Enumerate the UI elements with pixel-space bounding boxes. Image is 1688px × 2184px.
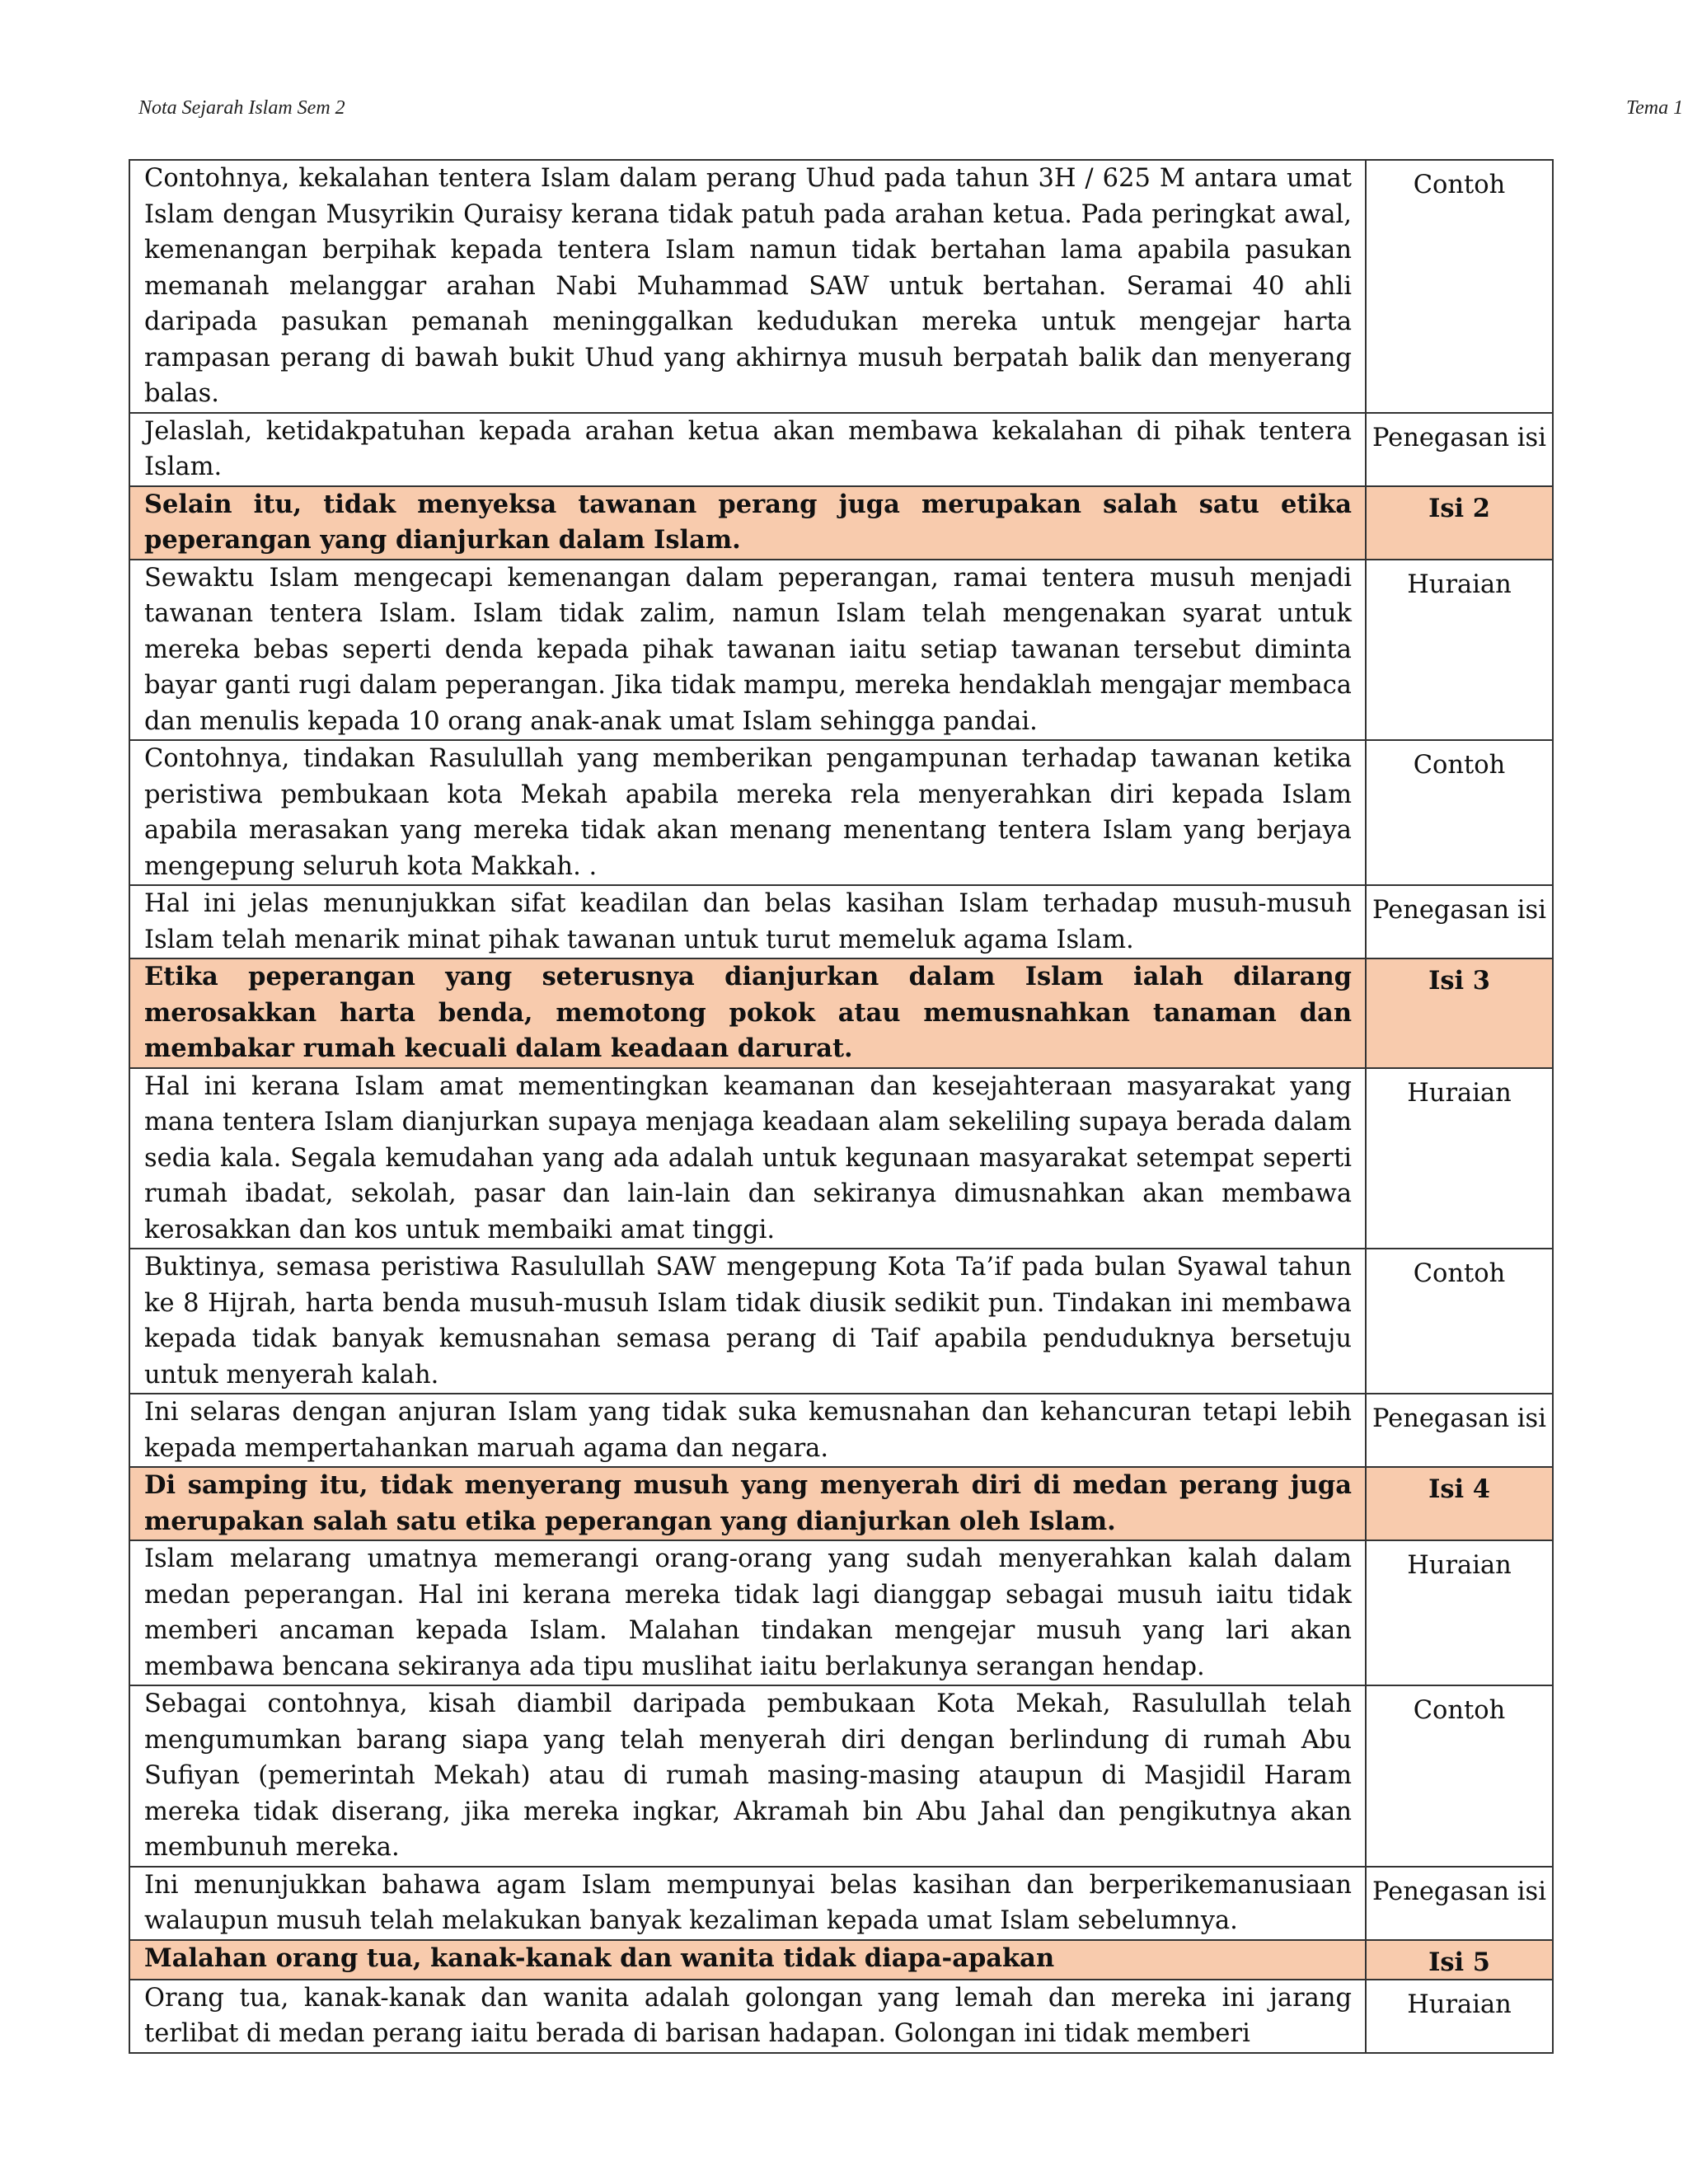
table-row-isi bbox=[129, 486, 1553, 560]
row-text: Malahan orang tua, kanak-kanak dan wanita tidak diapa-apakan bbox=[129, 1940, 1366, 1980]
row-text: Contohnya, tindakan Rasulullah yang memberikan pengampunan terhadap tawanan ketika peristiwa pembukaan kota Mekah apabila mereka rela menyerahkan diri kepada Islam apabila merasakan yang mereka tidak akan menang menentang tentera Islam yang berjaya mengepung seluruh kota Makkah. . bbox=[129, 740, 1366, 885]
row-text: Di samping itu, tidak menyerang musuh yang menyerah diri di medan perang juga merupakan salah satu etika peperangan yang dianjurkan oleh Islam. bbox=[129, 1467, 1366, 1540]
row-label: Penegasan isi bbox=[1366, 1867, 1553, 1940]
table-row bbox=[129, 160, 1553, 413]
row-text: Sebagai contohnya, kisah diambil daripada pembukaan Kota Mekah, Rasulullah telah mengumumkan barang siapa yang telah menyerah diri dengan berlindung di rumah Abu Sufiyan (pemerintah Mekah) atau di rumah masing-masing ataupun di Masjidil Haram mereka tidak diserang, jika mereka ingkar, Akramah bin Abu Jahal dan pengikutnya akan membunuh mereka. bbox=[129, 1685, 1366, 1867]
row-label: Huraian bbox=[1366, 1068, 1553, 1249]
row-text: Contohnya, kekalahan tentera Islam dalam perang Uhud pada tahun 3H / 625 M antara umat Islam dengan Musyrikin Quraisy kerana tidak patuh pada arahan ketua. Pada peringkat awal, kemenangan berpihak kepada tentera Islam namun tidak bertahan lama apabila pasukan memanah melanggar arahan Nabi Muhammad SAW untuk bertahan. Seramai 40 ahli daripada pasukan pemanah meninggalkan kedudukan mereka untuk mengejar harta rampasan perang di bawah bukit Uhud yang akhirnya musuh berpatah balik dan menyerang balas. bbox=[129, 160, 1366, 413]
header-theme: Tema 1 bbox=[1626, 97, 1684, 119]
row-text: Buktinya, semasa peristiwa Rasulullah SAW mengepung Kota Ta’if pada bulan Syawal tahun ke 8 Hijrah, harta benda musuh-musuh Islam tidak diusik sedikit pun. Tindakan ini membawa kepada tidak banyak kemusnahan semasa perang di Taif apabila penduduknya bersetuju untuk menyerah kalah. bbox=[129, 1249, 1366, 1394]
table-row bbox=[129, 885, 1553, 958]
row-text: Jelaslah, ketidakpatuhan kepada arahan ketua akan membawa kekalahan di pihak tentera Islam. bbox=[129, 413, 1366, 486]
table-row-isi bbox=[129, 1940, 1553, 1980]
table-row bbox=[129, 1249, 1553, 1394]
table-row-isi bbox=[129, 958, 1553, 1068]
row-label: Isi 4 bbox=[1366, 1467, 1553, 1540]
table-row-isi bbox=[129, 1467, 1553, 1540]
notes-table bbox=[129, 159, 1554, 2054]
table-row bbox=[129, 1068, 1553, 1249]
page-header bbox=[138, 97, 1688, 130]
table-row bbox=[129, 413, 1553, 486]
row-text: Ini menunjukkan bahawa agam Islam mempunyai belas kasihan dan berperikemanusiaan walaupun musuh telah melakukan banyak kezaliman kepada umat Islam sebelumnya. bbox=[129, 1867, 1366, 1940]
row-label: Contoh bbox=[1366, 160, 1553, 413]
table-row bbox=[129, 1540, 1553, 1685]
row-label: Contoh bbox=[1366, 1685, 1553, 1867]
row-label: Penegasan isi bbox=[1366, 885, 1553, 958]
row-label: Isi 2 bbox=[1366, 486, 1553, 560]
row-text: Hal ini kerana Islam amat mementingkan keamanan dan kesejahteraan masyarakat yang mana tentera Islam dianjurkan supaya menjaga keadaan alam sekeliling supaya berada dalam sedia kala. Segala kemudahan yang ada adalah untuk kegunaan masyarakat setempat seperti rumah ibadat, sekolah, pasar dan lain-lain dan sekiranya dimusnahkan akan membawa kerosakkan dan kos untuk membaiki amat tinggi. bbox=[129, 1068, 1366, 1249]
table-row bbox=[129, 560, 1553, 741]
row-text: Orang tua, kanak-kanak dan wanita adalah golongan yang lemah dan mereka ini jarang terlibat di medan perang iaitu berada di barisan hadapan. Golongan ini tidak memberi bbox=[129, 1980, 1366, 2053]
row-text: Selain itu, tidak menyeksa tawanan perang juga merupakan salah satu etika peperangan yang dianjurkan dalam Islam. bbox=[129, 486, 1366, 560]
table-row bbox=[129, 1685, 1553, 1867]
row-text: Ini selaras dengan anjuran Islam yang tidak suka kemusnahan dan kehancuran tetapi lebih kepada mempertahankan maruah agama dan negara. bbox=[129, 1394, 1366, 1467]
row-label: Contoh bbox=[1366, 1249, 1553, 1394]
row-text: Hal ini jelas menunjukkan sifat keadilan dan belas kasihan Islam terhadap musuh-musuh Islam telah menarik minat pihak tawanan untuk turut memeluk agama Islam. bbox=[129, 885, 1366, 958]
row-text: Sewaktu Islam mengecapi kemenangan dalam peperangan, ramai tentera musuh menjadi tawanan tentera Islam. Islam tidak zalim, namun Islam telah mengenakan syarat untuk mereka bebas seperti denda kepada pihak tawanan iaitu setiap tawanan tersebut diminta bayar ganti rugi dalam peperangan. Jika tidak mampu, mereka hendaklah mengajar membaca dan menulis kepada 10 orang anak-anak umat Islam sehingga pandai. bbox=[129, 560, 1366, 741]
row-text: Islam melarang umatnya memerangi orang-orang yang sudah menyerahkan kalah dalam medan peperangan. Hal ini kerana mereka tidak lagi dianggap sebagai musuh iaitu tidak memberi ancaman kepada Islam. Malahan tindakan mengejar musuh yang lari akan membawa bencana sekiranya ada tipu muslihat iaitu berlakunya serangan hendap. bbox=[129, 1540, 1366, 1685]
table-row bbox=[129, 1980, 1553, 2053]
row-label: Huraian bbox=[1366, 1980, 1553, 2053]
row-label: Penegasan isi bbox=[1366, 413, 1553, 486]
row-label: Contoh bbox=[1366, 740, 1553, 885]
row-label: Isi 3 bbox=[1366, 958, 1553, 1068]
header-title: Nota Sejarah Islam Sem 2 bbox=[138, 97, 345, 119]
table-row bbox=[129, 1394, 1553, 1467]
table-row bbox=[129, 740, 1553, 885]
row-label: Penegasan isi bbox=[1366, 1394, 1553, 1467]
row-text: Etika peperangan yang seterusnya dianjurkan dalam Islam ialah dilarang merosakkan harta benda, memotong pokok atau memusnahkan tanaman dan membakar rumah kecuali dalam keadaan darurat. bbox=[129, 958, 1366, 1068]
row-label: Huraian bbox=[1366, 560, 1553, 741]
table-row bbox=[129, 1867, 1553, 1940]
row-label: Isi 5 bbox=[1366, 1940, 1553, 1980]
row-label: Huraian bbox=[1366, 1540, 1553, 1685]
